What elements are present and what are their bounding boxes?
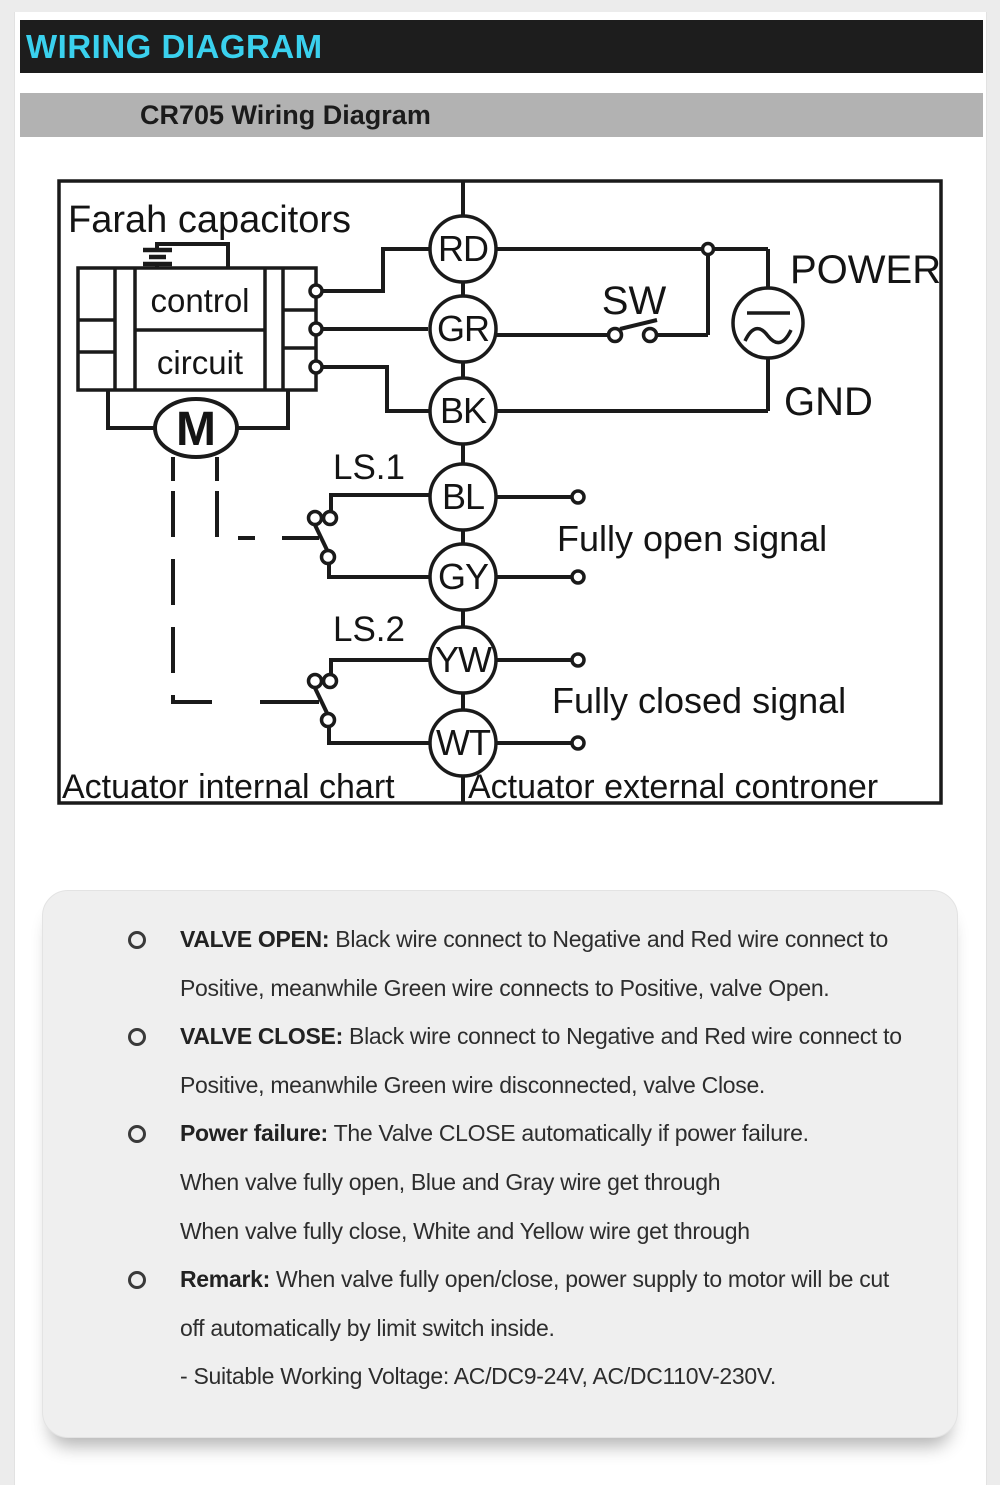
wire-label-gy: GY [437, 556, 489, 597]
note-label: VALVE OPEN: [180, 926, 330, 952]
subsection-bar [20, 93, 983, 137]
motor-label: M [176, 403, 216, 456]
section-title: WIRING DIAGRAM [26, 28, 323, 65]
signal-terminal-wt [572, 737, 584, 749]
ls1-contact-c [322, 551, 335, 564]
bullet-ring-icon [128, 1028, 146, 1046]
bottom-right-label: Actuator external controner [468, 768, 879, 806]
control-label-line2: circuit [156, 344, 244, 381]
notes-panel [42, 890, 958, 1438]
ls2-contact-c [322, 714, 335, 727]
note-text: off automatically by limit switch inside. [180, 1314, 555, 1341]
note-text: When valve fully open/close, power supply to motor will be cut [276, 1266, 889, 1293]
note-text: When valve fully close, White and Yellow wire get through [180, 1217, 750, 1244]
sw-contact-right [644, 329, 657, 342]
ls2-label: LS.2 [333, 610, 405, 649]
terminal-dot-3 [310, 361, 322, 373]
note-text: Positive, meanwhile Green wire disconnected, valve Close. [180, 1071, 766, 1098]
sw-label: SW [601, 279, 667, 323]
ls1-label: LS.1 [333, 448, 405, 487]
signal-terminal-gy [572, 571, 584, 583]
signal-terminal-yw [572, 654, 584, 666]
note-label: VALVE CLOSE: [180, 1023, 343, 1050]
wire-label-bk: BK [439, 390, 487, 431]
bottom-left-label: Actuator internal chart [62, 768, 395, 806]
ls2-contact-a [309, 675, 322, 688]
note-item-4-line-2 [43, 1304, 957, 1353]
wire-label-bl: BL [441, 476, 485, 517]
signal-terminal-bl [572, 491, 584, 503]
note-label: Power failure: [180, 1120, 328, 1147]
terminal-dot-1 [310, 285, 322, 297]
wire-label-gr: GR [437, 308, 489, 349]
subsection-title: CR705 Wiring Diagram [140, 100, 431, 130]
note-text: The Valve CLOSE automatically if power failure. [333, 1120, 809, 1147]
bullet-ring-icon [128, 1271, 146, 1289]
power-source-symbol [733, 288, 803, 358]
power-node [703, 244, 714, 255]
wire-label-rd: RD [438, 228, 488, 269]
sw-contact-left [609, 329, 622, 342]
wiring-diagram [57, 179, 943, 806]
power-label: POWER [790, 248, 942, 292]
note-text: Black wire connect to Negative and Red wire connect to [349, 1023, 902, 1050]
note-label: Remark: [180, 1266, 270, 1293]
note-text: Positive, meanwhile Green wire connects to Positive, valve Open. [180, 974, 830, 1001]
note-item-1-line-2 [43, 964, 957, 1013]
note-item-4-line-3 [43, 1352, 957, 1401]
note-item-2-line-1 [43, 1012, 957, 1061]
bullet-ring-icon [128, 931, 146, 949]
farah-capacitors-label: Farah capacitors [68, 199, 352, 241]
wire-label-yw: YW [435, 639, 491, 680]
note-item-3-line-3 [43, 1207, 957, 1256]
control-label-line1: control [150, 282, 250, 319]
fully-open-label: Fully open signal [557, 518, 828, 559]
note-item-2-line-2 [43, 1061, 957, 1110]
bullet-ring-icon [128, 1125, 146, 1143]
note-text: - Suitable Working Voltage: AC/DC9-24V, AC/DC110V-230V. [180, 1363, 776, 1390]
note-item-3-line-1 [43, 1109, 957, 1158]
note-text: Black wire connect to Negative and Red wire connect to [335, 926, 889, 952]
note-item-1-line-1 [43, 915, 957, 964]
fully-closed-label: Fully closed signal [552, 680, 847, 721]
ls1-contact-b [324, 512, 337, 525]
gnd-label: GND [784, 380, 873, 424]
note-item-4-line-1 [43, 1255, 957, 1304]
note-item-3-line-2 [43, 1158, 957, 1207]
ls2-contact-b [324, 675, 337, 688]
section-header-bar [20, 20, 983, 73]
wire-label-wt: WT [436, 722, 490, 763]
ls1-contact-a [309, 512, 322, 525]
terminal-dot-2 [310, 323, 322, 335]
note-text: When valve fully open, Blue and Gray wire get through [180, 1168, 721, 1195]
